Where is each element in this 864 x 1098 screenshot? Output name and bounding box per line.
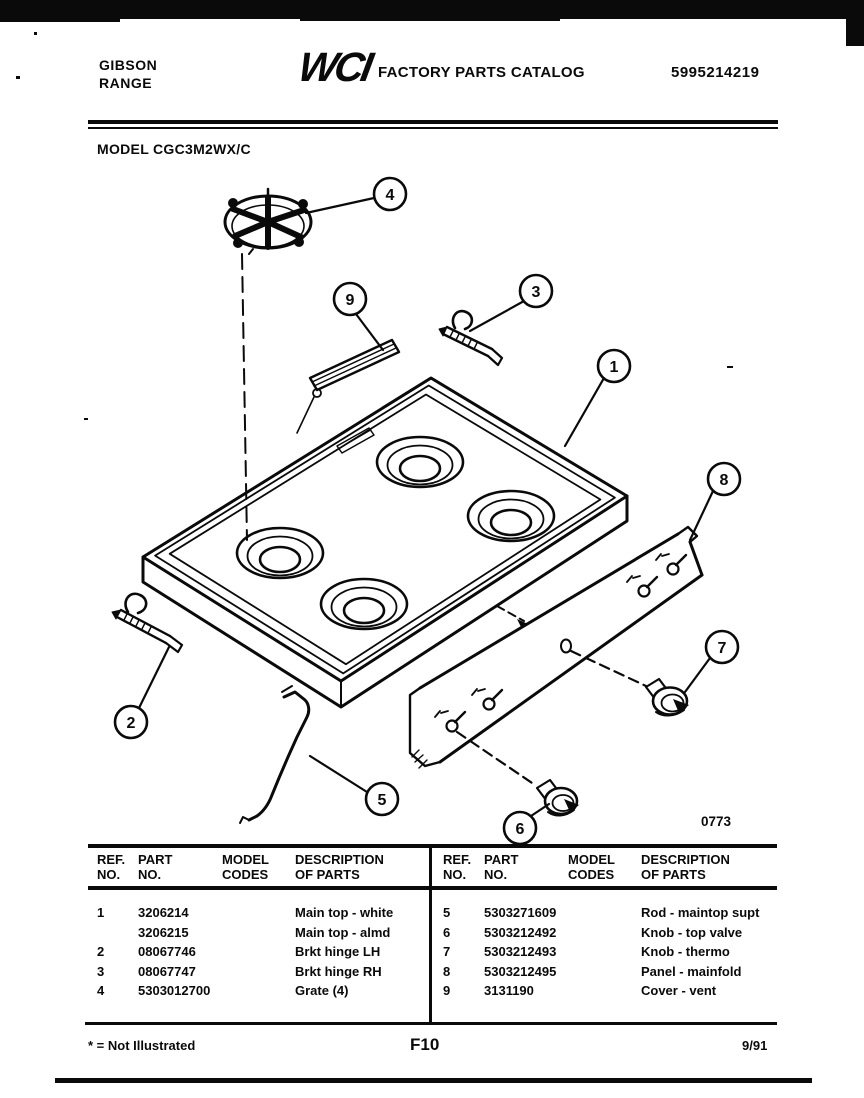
svg-text:1: 1: [609, 359, 619, 376]
cell-model-codes: [222, 981, 295, 1001]
burner-ring-right: [468, 491, 554, 541]
cell-part-no: 08067746: [138, 944, 196, 959]
col-header-codes: MODEL: [222, 852, 269, 867]
table-row: [443, 962, 776, 982]
svg-text:6: 6: [515, 821, 525, 838]
callout-7: [706, 631, 738, 663]
cell-model-codes: [568, 923, 641, 943]
dashed-leader: [571, 651, 646, 686]
table-row: [443, 981, 776, 1001]
diagram-page-code: 0773: [701, 814, 732, 829]
cell-part-no: 5303271609: [484, 905, 557, 920]
brand-line2: RANGE: [99, 75, 153, 91]
table-bottom-rule: [85, 1022, 777, 1025]
knob-keyhole: [472, 689, 502, 710]
table-row: [443, 903, 776, 923]
cell-ref-no: 3: [97, 963, 105, 979]
manifold-panel-part: [410, 527, 702, 768]
col-header-desc: DESCRIPTION: [295, 852, 384, 867]
cell-ref-no: 2: [97, 944, 105, 959]
callout-8: [708, 463, 740, 495]
callout-4: [374, 178, 406, 210]
col-header-ref: REF.: [97, 852, 126, 867]
cell-ref-no: 8: [443, 963, 451, 979]
footer-rule: [55, 1078, 812, 1083]
cell-ref-no: 7: [443, 944, 451, 959]
alignment-dashed-line: [242, 254, 247, 540]
callout-leader: [310, 756, 367, 792]
cell-part-no: 3206215: [138, 924, 189, 940]
model-number: MODEL CGC3M2WX/C: [97, 141, 251, 157]
col-header-ref: REF.: [443, 852, 472, 867]
burner-ring-front: [321, 579, 407, 629]
cell-part-no: 3206214: [138, 905, 189, 920]
knob-thermo-part: [646, 679, 689, 716]
cell-part-no: 5303012700: [138, 983, 211, 998]
callout-1: [598, 350, 630, 382]
svg-text:9: 9: [345, 292, 355, 309]
cell-part-no: 5303212493: [484, 944, 557, 959]
svg-text:8: 8: [719, 472, 729, 489]
cell-ref-no: 1: [97, 905, 105, 920]
callout-leader: [531, 804, 549, 816]
cell-model-codes: [222, 903, 295, 923]
callout-leader: [685, 658, 710, 692]
knob-top-valve-part: [537, 780, 579, 816]
footer-date: 9/91: [742, 1038, 768, 1053]
not-illustrated-note: * = Not Illustrated: [88, 1038, 196, 1053]
knob-keyhole: [627, 576, 657, 597]
table-row: [443, 942, 776, 962]
brand-line1: GIBSON: [99, 57, 158, 73]
knob-keyhole: [656, 554, 686, 575]
callout-5: [366, 783, 398, 815]
cell-description: Main top - white: [295, 905, 394, 920]
svg-text:3: 3: [531, 284, 541, 301]
cell-model-codes: [568, 962, 641, 982]
cell-model-codes: [568, 942, 641, 962]
callout-leader: [565, 378, 604, 446]
callout-3: [520, 275, 552, 307]
cell-description: Brkt hinge LH: [295, 944, 381, 959]
svg-text:5: 5: [377, 792, 387, 809]
table-row: [97, 923, 430, 943]
callout-6: [504, 812, 536, 844]
publication-number: 5995214219: [671, 64, 760, 81]
page-number: F10: [410, 1035, 440, 1054]
cell-description: Main top - almd: [295, 924, 391, 940]
callout-9: [334, 283, 366, 315]
cell-ref-no: 9: [443, 983, 451, 998]
support-rod-part: [240, 686, 309, 823]
svg-text:2: 2: [126, 715, 136, 732]
cell-model-codes: [568, 903, 641, 923]
cell-description: Cover - vent: [641, 983, 717, 998]
cell-model-codes: [568, 981, 641, 1001]
cell-ref-no: 4: [97, 983, 105, 998]
cell-part-no: 5303212492: [484, 924, 557, 940]
cell-description: Panel - mainfold: [641, 963, 742, 979]
cell-model-codes: [222, 942, 295, 962]
svg-text:4: 4: [385, 187, 395, 204]
vent-cover-part: [297, 340, 399, 433]
table-row: [443, 923, 776, 943]
callout-leader: [470, 301, 524, 331]
col-header-desc: DESCRIPTION: [641, 852, 730, 867]
cell-description: Knob - top valve: [641, 924, 743, 940]
table-row: [97, 942, 430, 962]
dashed-leader: [497, 606, 524, 621]
cell-part-no: 3131190: [484, 983, 534, 998]
cell-description: Brkt hinge RH: [295, 963, 382, 979]
callout-leader: [306, 198, 374, 213]
cell-ref-no: 5: [443, 905, 451, 920]
table-row: [97, 962, 430, 982]
table-header: REF. NO. PART NO. MODEL CODES DESCRIPTION OF PARTS: [97, 852, 430, 882]
cell-part-no: 08067747: [138, 963, 196, 979]
parts-table-left: [88, 852, 430, 1001]
parts-table-right: [432, 852, 776, 1001]
cell-description: Rod - maintop supt: [641, 905, 760, 920]
table-top-rule: [88, 844, 777, 848]
knob-keyhole: [435, 711, 465, 732]
cell-model-codes: [222, 962, 295, 982]
col-header-part: PART: [484, 852, 519, 867]
wci-logo: WCI: [295, 44, 374, 90]
table-row: [97, 981, 430, 1001]
table-header: REF. NO. PART NO. MODEL CODES DESCRIPTION OF PARTS: [443, 852, 776, 882]
table-row: [97, 903, 430, 923]
callout-2: [115, 706, 147, 738]
cell-model-codes: [222, 923, 295, 943]
cell-description: Grate (4): [295, 983, 349, 998]
callout-leader: [690, 491, 713, 540]
col-header-codes: MODEL: [568, 852, 615, 867]
cell-part-no: 5303212495: [484, 963, 557, 979]
catalog-title: FACTORY PARTS CATALOG: [378, 64, 585, 81]
cell-ref-no: 6: [443, 924, 451, 940]
svg-text:7: 7: [717, 640, 727, 657]
maintop-part: [143, 378, 627, 707]
grate-part: [225, 189, 311, 254]
cell-description: Knob - thermo: [641, 944, 730, 959]
burner-ring-rear: [377, 437, 463, 487]
hinge-bracket-lh-part: [112, 594, 182, 652]
callout-leader: [139, 647, 169, 708]
callout-leader: [356, 314, 383, 350]
col-header-part: PART: [138, 852, 173, 867]
cell-ref-no: [97, 923, 138, 943]
burner-ring-left: [237, 528, 323, 578]
